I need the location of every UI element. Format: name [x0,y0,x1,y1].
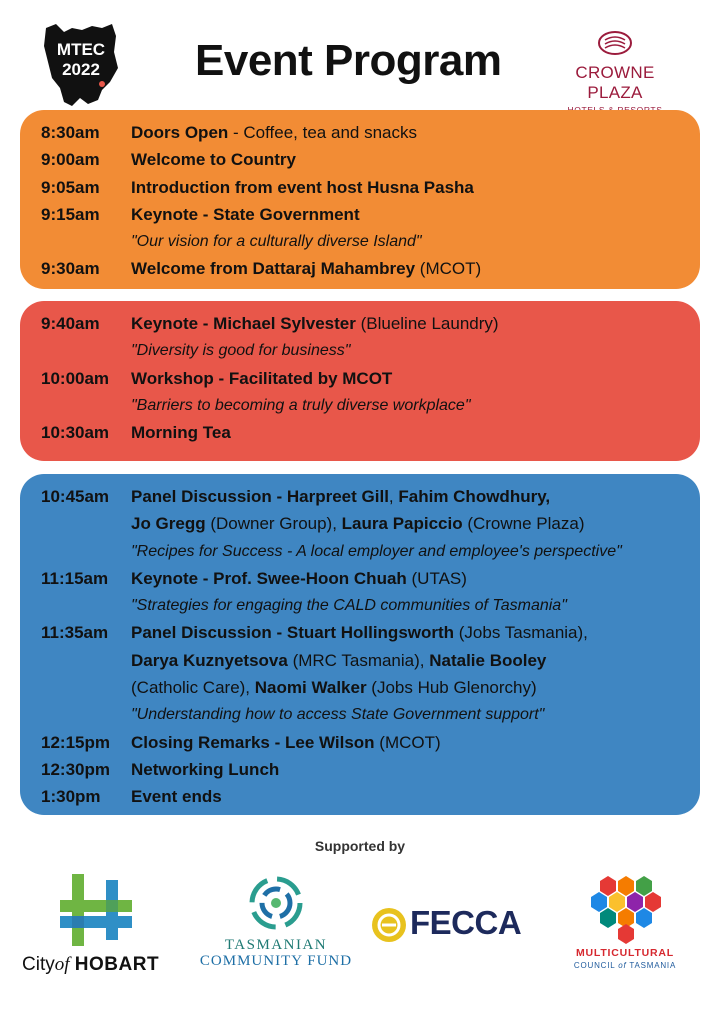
program-row [20,310,700,337]
supported-by-label: Supported by [314,838,406,854]
program-row [20,146,700,173]
program-item-title: Networking Lunch [131,759,280,779]
program-row-quote [20,228,700,255]
program-time: 9:15am [41,204,100,224]
program-time: 8:30am [41,123,100,142]
panelist-name: Jo Gregg [131,514,206,534]
tasmanian-community-fund-logo [186,875,366,975]
program-row [20,483,700,510]
program-row [20,365,700,392]
program-row [20,565,700,592]
crowne-plaza-emblem-icon [597,30,633,56]
program-item [131,310,700,337]
program-item-title: Panel Discussion - Stuart Hollingsworth [131,623,455,643]
program-item-quote: "Our vision for a culturally diverse Island" [131,233,422,251]
hobart-wordmark: Cityof HOBART [22,954,160,975]
program-item-detail: - Coffee, tea and snacks [228,123,417,142]
program-item-quote: "Understanding how to access State Government support" [131,706,545,724]
program-item-title: Keynote - Michael Sylvester [131,314,356,333]
page-header [0,0,720,110]
panelist-org: (Downer Group), [205,514,342,534]
panelist-org: (Crowne Plaza) [462,514,585,534]
program-item [131,619,700,646]
program-item-title: Workshop - Facilitated by MCOT [131,368,393,388]
program-item-title: Event ends [131,787,222,807]
program-item-detail: (MCOT) [415,259,482,279]
mtec-2022-logo [42,22,120,110]
panelist-org: (Jobs Hub Glenorchy) [366,678,537,698]
program-time: 9:30am [41,259,100,279]
program-item-detail: (Blueline Laundry) [355,314,499,333]
program-row [20,756,700,783]
program-item-title: Introduction from event host Husna Pasha [131,177,474,197]
tcf-line-2: COMMUNITY FUND [199,953,353,969]
program-item-detail: (MCOT) [374,732,441,752]
crowne-plaza-name: CROWNE PLAZA [575,63,655,102]
fecca-emblem-icon [370,906,408,944]
program-item [131,119,700,146]
program-row [20,201,700,228]
program-time: 10:45am [41,487,110,506]
fecca-wordmark: FECCA [410,904,522,941]
program-item [131,510,700,537]
program-row-quote [20,701,700,728]
program-item: Panel Discussion - Harpreet Gill, Fahim Chowdhury, [131,487,551,506]
program-item-title: Welcome from Dattaraj Mahambrey [131,259,416,279]
mtec-logo-text-1: MTEC [56,40,106,59]
program-item-title: Keynote - State Government [131,204,360,224]
program-item-title: Closing Remarks - Lee Wilson [131,732,375,752]
program-item-quote: "Recipes for Success - A local employer and employee's perspective" [131,542,622,560]
program-row-quote [20,592,700,619]
program-row [20,174,700,201]
program-row [20,619,700,646]
city-of-hobart-logo [20,870,172,980]
program-item [131,565,700,592]
program-row [20,255,700,282]
panelist-name: Darya Kuznyetsova [131,650,288,670]
program-row [20,783,700,810]
program-time: 10:00am [41,368,110,388]
program-item-title: Doors Open [131,123,229,142]
program-time: 10:30am [41,423,110,443]
program-item-quote: "Diversity is good for business" [131,342,351,360]
program-item [131,255,700,282]
program-row [20,119,700,146]
program-item-detail: (UTAS) [406,568,467,588]
program-time: 9:05am [41,177,100,197]
program-time: 12:15pm [41,732,110,752]
program-row-continued [20,510,700,537]
panelist-name: Natalie Booley [429,650,547,670]
program-item [131,729,700,756]
mcot-hexagons-icon [560,875,690,945]
hobart-emblem-icon [20,870,172,950]
program-section-keynotes [20,301,700,461]
panelist-org: (Catholic Care), [131,678,255,698]
panelist-org: (MRC Tasmania), [287,650,430,670]
mcot-line-2: COUNCIL of TASMANIA [573,961,677,970]
multicultural-council-logo [560,875,690,980]
program-time: 9:00am [41,150,100,170]
program-item-quote: "Strategies for engaging the CALD communities of Tasmania" [131,597,567,615]
program-time: 11:15am [41,568,109,588]
program-time: 11:35am [41,623,109,643]
mtec-logo-text-2: 2022 [62,60,100,79]
panelist-name: Naomi Walker [254,678,367,698]
page-title: Event Program [195,36,502,85]
panelist-name: Fahim Chowdhury [398,487,546,506]
program-item [131,674,700,701]
program-row-quote [20,337,700,364]
mcot-line-1: MULTICULTURAL [575,947,675,959]
fecca-logo [370,900,545,950]
program-row [20,729,700,756]
crowne-plaza-logo [555,30,675,115]
program-time: 9:40am [41,314,100,333]
program-item-title: Keynote - Prof. Swee-Hoon Chuah [131,568,407,588]
program-row-continued [20,674,700,701]
program-section-morning-welcome [20,110,700,289]
program-item [131,647,700,674]
program-item-title: Morning Tea [131,423,231,443]
tcf-line-1: TASMANIAN [224,937,328,953]
program-row-quote [20,538,700,565]
program-item-title: Panel Discussion - Harpreet Gill [131,487,389,506]
program-section-panels [20,474,700,815]
panelist-name: Laura Papiccio [341,514,463,534]
program-row [20,419,700,446]
tcf-swirl-icon [186,875,366,935]
program-row-quote [20,392,700,419]
program-time: 12:30pm [41,759,110,779]
program-row-continued [20,647,700,674]
program-item-title: Welcome to Country [131,150,296,170]
program-item-quote: "Barriers to becoming a truly diverse workplace" [131,396,471,414]
program-time: 1:30pm [41,787,101,807]
panelist-org: (Jobs Tasmania), [454,623,588,643]
